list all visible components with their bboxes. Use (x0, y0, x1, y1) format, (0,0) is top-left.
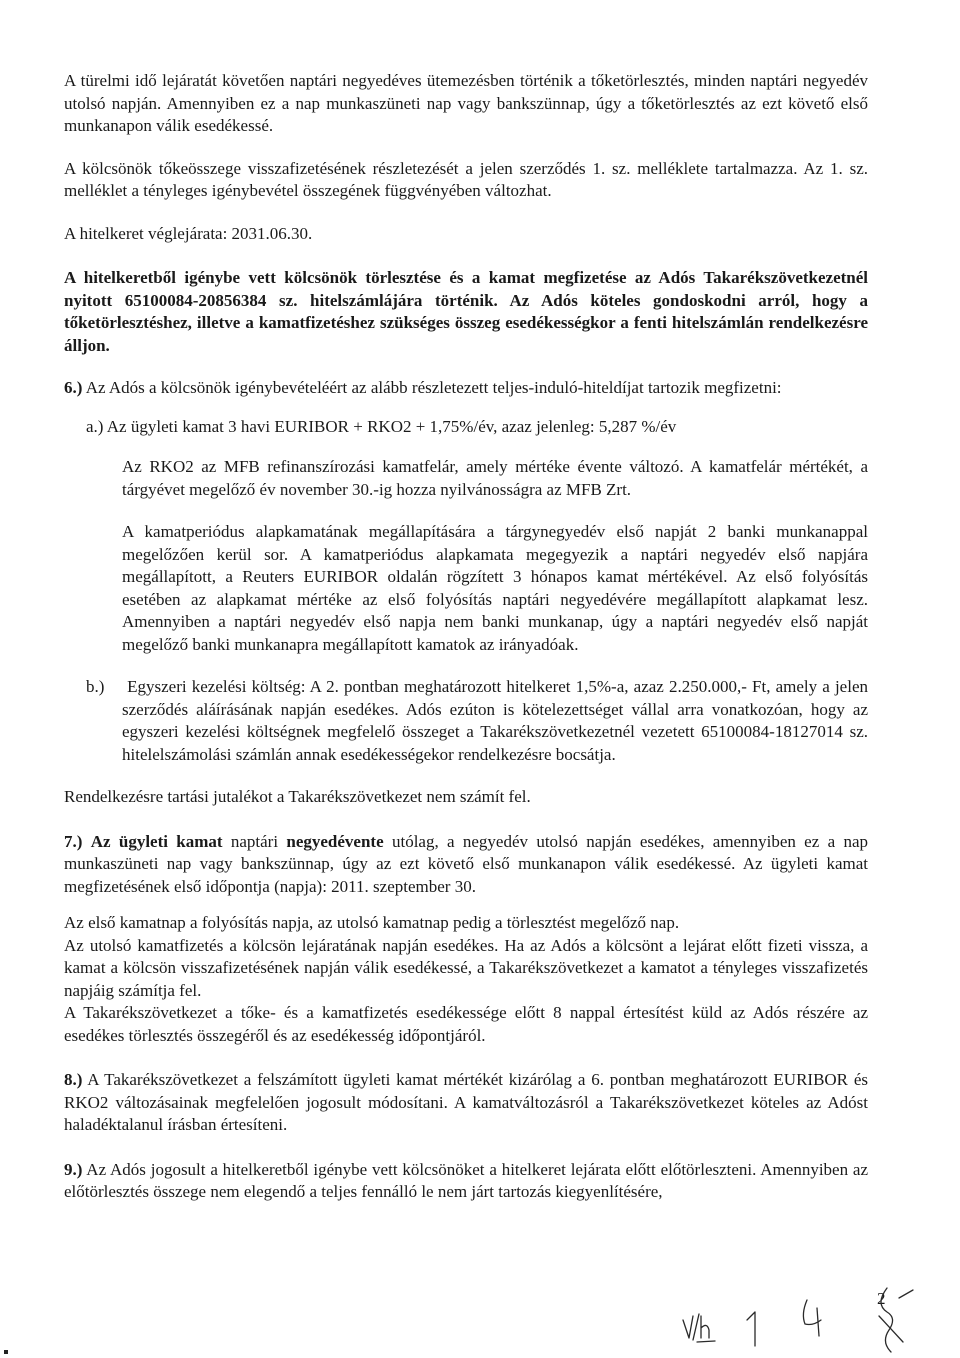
section-6-number: 6.) (64, 378, 83, 397)
section-6-intro (64, 377, 868, 400)
section-7-bold-negyedevente: negyedévente (286, 831, 384, 851)
scan-artifact-dot (4, 1350, 8, 1354)
section-8-kamatmodositas (64, 1069, 868, 1137)
section-6a-text: Az ügyleti kamat 3 havi EURIBOR + RKO2 + 1,75%/év, azaz jelenleg: 5,287 %/év (103, 416, 677, 436)
section-7-mid: naptári (222, 831, 287, 851)
paragraph-torlesztes-hitelszamla: A hitelkeretből igénybe vett kölcsönök törlesztése és a kamat megfizetése az Adós Takarékszövetkezetnél nyitott 65100084-20856384 sz. hitelszámlájára történik. Az Adós köteles gondoskodni arról, hogy a tőketörlesztéshez, illetve a kamatfizetéshez szükséges összeg esedékességkor a fenti hitelszámlán rendelkezésre álljon. (64, 268, 868, 355)
section-7-rest: utólag, a negyedév utolsó napján esedékes, amennyiben ez a nap munkaszüneti nap vagy bankszünnap, úgy az ezt követő első munkanapon válik esedékessé. Az ügyleti kamat megfizetésének első időpontja (napja): 2011. szeptember 30. (64, 831, 868, 896)
section-6b-text: Egyszeri kezelési költség: A 2. pontban meghatározott hitelkeret 1,5%-a, azaz 2.250.000,- Ft, amely a jelen szerződés aláírásának napján esedékes. Adós ezúton is kötelezettséget vállal arra vonatkozóan, hogy az egyszeri kezelési költségnek megfelelő összeget a Takarékszövetkezetnél vezetett 65100084-18127014 sz. hitelelszámolási számlán annak esedékességekor rendelkezésre bocsátja. (122, 677, 868, 764)
section-9-number: 9.) (64, 1159, 83, 1179)
section-6a-rko2: Az RKO2 az MFB refinanszírozási kamatfelár, amely mértéke évente változó. A kamatfelár mértékét, a tárgyévet megelőző év november 30.-ig hozza nyilvánosságra az MFB Zrt. (122, 457, 868, 499)
section-6a-label: a.) (86, 416, 104, 436)
section-6b-label: b.) (86, 677, 105, 696)
paragraph-turelmi-ido: A türelmi idő lejáratát követően naptári negyedéves ütemezésben történik a tőketörlesztés, minden naptári negyedév utolsó napján. Amennyiben ez a nap munkaszüneti nap vagy bankszünnap, úgy a tőketörlesztés az ezt követő első munkanapon válik esedékessé. (64, 71, 868, 135)
section-6a-ugyleti-kamat (86, 416, 868, 439)
section-9-elotorlesztes (64, 1159, 868, 1204)
paragraph-kolcsonok-reszletezes: A kölcsönök tőkeösszege visszafizetésének részletezését a jelen szerződés 1. sz. melléklete tartalmazza. Az 1. sz. melléklet a tényleges igénybevétel összegének függvényében változhat. (64, 158, 868, 200)
paragraph-hitelkeret-veglejarat: A hitelkeret véglejárata: 2031.06.30. (64, 223, 313, 243)
paragraph-rendelkezesre-tartasi-jutalek: Rendelkezésre tartási jutalékot a Takarékszövetkezet nem számít fel. (64, 787, 531, 806)
section-7-ertesites: A Takarékszövetkezet a tőke- és a kamatfizetés esedékessége előtt 8 nappal értesítést küld az Adós részére az esedékes törlesztés összegéről és az esedékesség időpontjáról. (64, 1003, 868, 1045)
section-7-ugyleti-kamat (64, 831, 868, 899)
section-8-text: A Takarékszövetkezet a felszámított ügyleti kamat mértékét kizárólag a 6. pontban meghatározott EURIBOR és RKO2 változásainak megfelelően jogosult módosítani. A kamatváltozásról a Takarékszövetkezet köteles az Adóst haladéktalanul írásban értesíteni. (64, 1070, 868, 1134)
section-7-utolso-kamatfizetes: Az utolsó kamatfizetés a kölcsön lejáratának napján esedékes. Ha az Adós a kölcsönt a lejárat előtt fizeti vissza, a kamat a kölcsön visszafizetésének napján válik esedékessé, a Takarékszövetkezet a kamatot a tényleges visszafizetés napjáig számítja fel. (64, 935, 868, 1000)
section-7-bold-ugyleti-kamat: Az ügyleti kamat (90, 831, 223, 851)
section-6b-kezelesi-koltseg (86, 676, 868, 766)
page-number: 2 (877, 1289, 886, 1308)
section-7-kamatnap: Az első kamatnap a folyósítás napja, az utolsó kamatnap pedig a törlesztést megelőző nap. (64, 913, 680, 932)
section-8-number: 8.) (64, 1070, 83, 1089)
section-6-text: Az Adós a kölcsönök igénybevételéért az alább részletezett teljes-induló-hiteldíjat tartozik megfizetni: (82, 378, 782, 397)
document-body (64, 70, 868, 1204)
handwritten-initials-signature (675, 1286, 915, 1356)
section-7-number: 7.) (64, 831, 83, 851)
section-9-text: Az Adós jogosult a hitelkeretből igénybe vett kölcsönöket a hitelkeret lejárata előtt előtörleszteni. Amennyiben az előtörlesztés összege nem elegendő a teljes fennálló le nem járt tartozás kiegyenlítésére, (64, 1159, 868, 1201)
section-6a-kamatperiodus: A kamatperiódus alapkamatának megállapítására a tárgynegyedév első napját 2 banki munkanappal megelőzően kerül sor. A kamatperiódus alapkamata megegyezik a naptári negyedév első napjára megállapított, a Reuters EURIBOR oldalán rögzített 3 hónapos kamat mértékével. Az első folyósítás esetében az alapkamat mértéke az első folyósítás naptári negyedévére megállapított alapkamat lesz. Amennyiben a naptári negyedév első napja nem banki munkanap, úgy a naptári negyedév első napját megelőző banki munkanapra megállapított kamatok az irányadóak. (122, 522, 868, 654)
